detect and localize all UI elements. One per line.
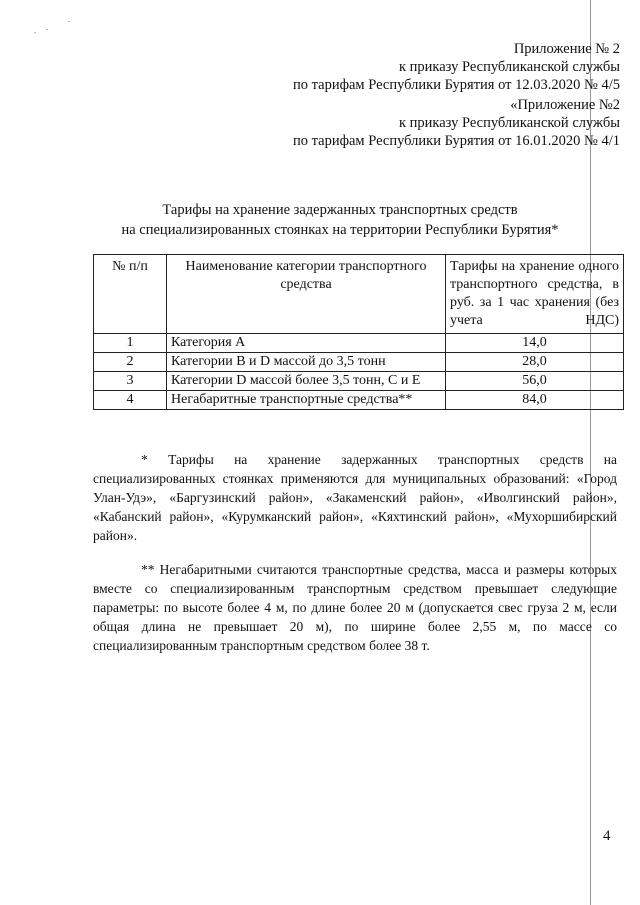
row-num: 4 (94, 391, 167, 410)
table-row (94, 353, 624, 372)
header-line: Приложение № 2 (513, 41, 620, 57)
title-line-1: Тарифы на хранение задержанных транспортных средств (162, 202, 518, 218)
header-line: «Приложение №2 (510, 97, 620, 113)
header-tariff: Тарифы на хранение одного транспортного средства, в руб. за 1 час хранения (без учета НДС) (446, 255, 624, 334)
row-price: 56,0 (446, 372, 624, 391)
footnote-oversized: ** Негабаритными считаются транспортные средства, масса и размеры которых вместе со специализированным транспортным средством превышает следующие параметры: по высоте более 4 м, по длине более 20 м (допускается свес груза 2 м, если общая длина не превышает 20 м), по ширине более 2,55 м, по массе со специализированным транспортным средством более 38 т. (93, 561, 617, 653)
row-num: 2 (94, 353, 167, 372)
row-price: 28,0 (446, 353, 624, 372)
footnote-municipalities: * Тарифы на хранение задержанных транспортных средств на специализированных стоянках применяются для муниципальных образований: «Город Улан-Удэ», «Баргузинский район», «Закаменский район», «Иволгинский район», «Кабанский район», «Курумканский район», «Кяхтинский район», «Мухоршибирский район». (93, 451, 617, 543)
table-row (94, 372, 624, 391)
row-category: Категории В и D массой до 3,5 тонн (167, 353, 446, 372)
tariffs-table (93, 254, 624, 410)
document-title (60, 200, 620, 240)
header-line: по тарифам Республики Бурятия от 12.03.2020 № 4/5 (292, 77, 620, 93)
page-number: 4 (603, 828, 611, 844)
table-row (94, 391, 624, 410)
header-num: № п/п (94, 255, 167, 334)
row-price: 84,0 (446, 391, 624, 410)
header-line: по тарифам Республики Бурятия от 16.01.2020 № 4/1 (292, 133, 620, 149)
row-num: 3 (94, 372, 167, 391)
table-header-row (94, 255, 624, 334)
row-category: Негабаритные транспортные средства** (167, 391, 446, 410)
row-category: Категория А (167, 334, 446, 353)
row-price: 14,0 (446, 334, 624, 353)
appendix-header (293, 40, 620, 150)
title-line-2: на специализированных стоянках на территории Республики Бурятия* (121, 222, 559, 238)
header-category: Наименование категории транспортного средства (167, 255, 446, 334)
header-line: к приказу Республиканской службы (398, 59, 620, 75)
row-num: 1 (94, 334, 167, 353)
table-row (94, 334, 624, 353)
row-category: Категории D массой более 3,5 тонн, С и Е (167, 372, 446, 391)
header-line: к приказу Республиканской службы (398, 115, 620, 131)
